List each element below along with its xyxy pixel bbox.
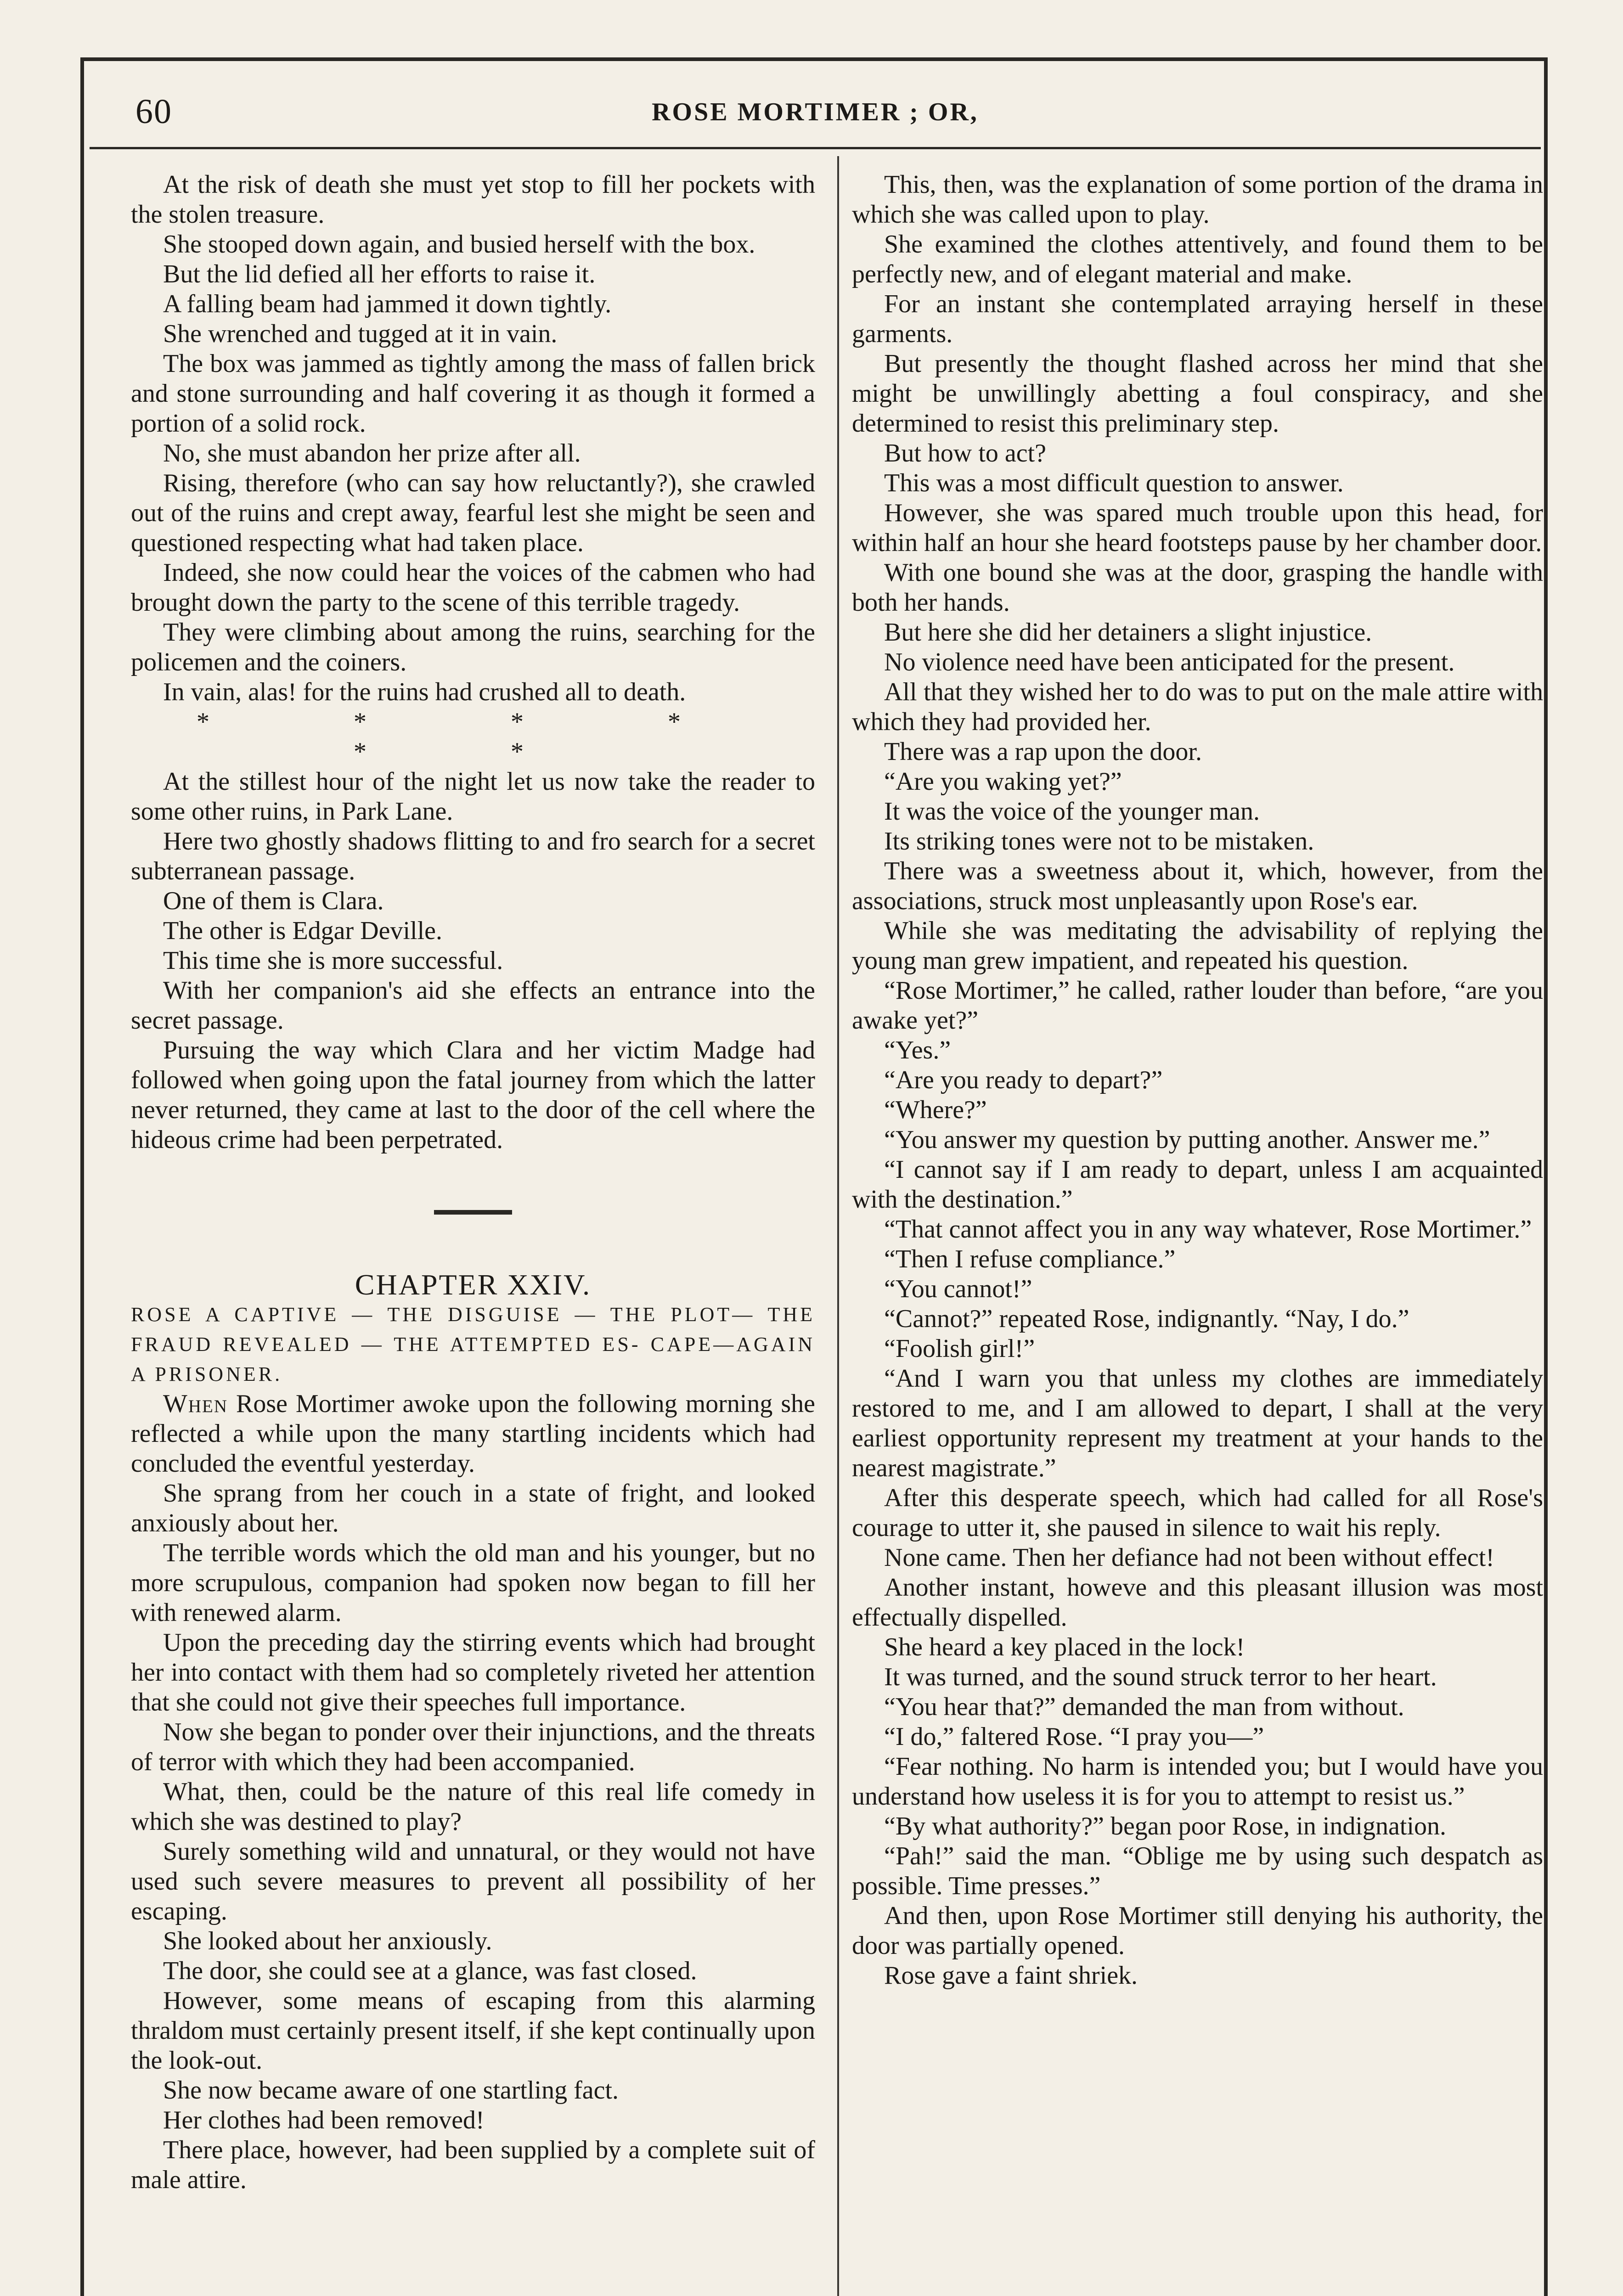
paragraph: For an instant she contemplated arraying herself in these garments. [852, 290, 1543, 348]
paragraph: There was a rap upon the door. [884, 737, 1202, 766]
left-paragraphs-b [131, 767, 815, 1155]
paragraph: With her companion's aid she effects an entrance into the secret passage. [131, 976, 815, 1035]
paragraph: It was turned, and the sound struck terror to her heart. [884, 1663, 1437, 1691]
chapter-title: CHAPTER XXIV. [355, 1268, 592, 1301]
paragraph: There place, however, had been supplied by a complete suit of male attire. [131, 2136, 815, 2194]
paragraph: “Foolish girl!” [884, 1334, 1035, 1363]
paragraph: But presently the thought flashed across her mind that she might be unwillingly abetting a foul conspiracy, and she determined to resist this preliminary step. [852, 349, 1543, 438]
paragraph: “And I warn you that unless my clothes are immediately restored to me, and I am allowed to depart, I shall at the very earliest opportunity represent my treatment at your hands to the nearest magistrate.” [852, 1364, 1543, 1482]
paragraph: “You cannot!” [884, 1275, 1032, 1303]
paragraph: What, then, could be the nature of this real life comedy in which she was destined to play? [131, 1778, 815, 1836]
paragraph: At the stillest hour of the night let us now take the reader to some other ruins, in Park Lane. [131, 767, 815, 826]
paragraph: “That cannot affect you in any way whatever, Rose Mortimer.” [884, 1215, 1532, 1244]
left-paragraphs-a [131, 170, 815, 707]
paragraph: She looked about her anxiously. [163, 1927, 492, 1955]
opening-word: When [163, 1390, 228, 1418]
paragraph: Pursuing the way which Clara and her victim Madge had followed when going upon the fatal journey from which the latter never returned, they came at last to the door of the cell where the hideous crime had been perpetrated. [131, 1036, 815, 1154]
paragraph: In vain, alas! for the ruins had crushed all to death. [163, 678, 686, 706]
page-header [90, 83, 1541, 138]
paragraph: However, some means of escaping from this alarming thraldom must certainly present itself, if she kept continually upon the look-out. [131, 1986, 815, 2075]
paragraph: Rising, therefore (who can say how reluctantly?), she crawled out of the ruins and crept away, fearful lest she might be seen and questioned respecting what had taken place. [131, 469, 815, 557]
header-rule [90, 147, 1541, 149]
paragraph: The terrible words which the old man and his younger, but no more scrupulous, companion had spoken now began to fill her with renewed alarm. [131, 1539, 815, 1627]
paragraph: Its striking tones were not to be mistaken. [884, 827, 1314, 855]
paragraph: Indeed, she now could hear the voices of the cabmen who had brought down the party to the scene of this terrible tragedy. [131, 558, 815, 617]
paragraph: “Rose Mortimer,” he called, rather louder than before, “are you awake yet?” [852, 976, 1543, 1035]
paragraph: But the lid defied all her efforts to raise it. [163, 260, 596, 288]
paragraph: She wrenched and tugged at it in vain. [163, 320, 558, 348]
paragraph: “Pah!” said the man. “Oblige me by using such despatch as possible. Time presses.” [852, 1842, 1543, 1900]
paragraph: One of them is Clara. [163, 887, 384, 915]
paragraph: No, she must abandon her prize after all. [163, 439, 581, 467]
opening-text: Rose Mortimer awoke upon the following morning she reflected a while upon the many startling incidents which had concluded the eventful yesterday. [131, 1390, 815, 1478]
paragraph: There was a sweetness about it, which, however, from the associations, struck most unpleasantly upon Rose's ear. [852, 857, 1543, 915]
paragraph: “Cannot?” repeated Rose, indignantly. “Nay, I do.” [884, 1305, 1409, 1333]
paragraph: Now she began to ponder over their injunctions, and the threats of terror with which they had been accompanied. [131, 1718, 815, 1776]
paragraph: “Are you ready to depart?” [884, 1066, 1163, 1094]
paragraph: “I cannot say if I am ready to depart, unless I am acquainted with the destination.” [852, 1155, 1543, 1214]
paragraph: Another instant, howeve and this pleasant illusion was most effectually dispelled. [852, 1573, 1543, 1632]
paragraph: At the risk of death she must yet stop to fill her pockets with the stolen treasure. [131, 170, 815, 229]
paragraph: But how to act? [884, 439, 1047, 467]
chapter-opening-paragraph [131, 1389, 815, 1479]
paragraph: This time she is more successful. [163, 946, 503, 975]
running-title: ROSE MORTIMER ; OR, [652, 98, 979, 126]
paragraph: “Then I refuse compliance.” [884, 1245, 1176, 1273]
paragraph: “I do,” faltered Rose. “I pray you—” [884, 1722, 1264, 1751]
paragraph: They were climbing about among the ruins, searching for the policemen and the coiners. [131, 618, 815, 676]
paragraph: The door, she could see at a glance, was fast closed. [163, 1957, 697, 1985]
paragraph: She now became aware of one startling fact. [163, 2076, 619, 2105]
paragraph: No violence need have been anticipated for the present. [884, 648, 1455, 676]
paragraph: “Are you waking yet?” [884, 767, 1122, 796]
paragraph: She sprang from her couch in a state of fright, and looked anxiously about her. [131, 1479, 815, 1537]
right-paragraphs [852, 170, 1543, 1991]
paragraph: This was a most difficult question to answer. [884, 469, 1344, 497]
paragraph: “Fear nothing. No harm is intended you; but I would have you understand how useless it is for you to attempt to resist us.” [852, 1752, 1543, 1811]
paragraph: None came. Then her defiance had not been without effect! [884, 1543, 1494, 1572]
section-break-stars: * * * * * * [197, 708, 750, 766]
right-column [852, 170, 1543, 1991]
paragraph: “Where?” [884, 1096, 987, 1124]
paragraph: A falling beam had jammed it down tightly. [163, 290, 612, 318]
paragraph: Surely something wild and unnatural, or they would not have used such severe measures to prevent all possibility of her escaping. [131, 1837, 815, 1925]
paragraph: But here she did her detainers a slight injustice. [884, 618, 1372, 647]
paragraph: And then, upon Rose Mortimer still denying his authority, the door was partially opened. [852, 1902, 1543, 1960]
paragraph: After this desperate speech, which had called for all Rose's courage to utter it, she paused in silence to wait his reply. [852, 1484, 1543, 1542]
paragraph: However, she was spared much trouble upon this head, for within half an hour she heard footsteps pause by her chamber door. [852, 499, 1543, 557]
left-paragraphs-c [131, 1479, 815, 2195]
paragraph: The other is Edgar Deville. [163, 917, 443, 945]
paragraph: “You answer my question by putting another. Answer me.” [884, 1125, 1490, 1154]
paragraph: Here two ghostly shadows flitting to and fro search for a secret subterranean passage. [131, 827, 815, 885]
paragraph: Upon the preceding day the stirring events which had brought her into contact with them had so completely riveted her attention that she could not give their speeches full importance. [131, 1628, 815, 1716]
paragraph: “You hear that?” demanded the man from without. [884, 1693, 1404, 1721]
paragraph: She stooped down again, and busied herself with the box. [163, 230, 755, 259]
paragraph: All that they wished her to do was to put on the male attire with which they had provided her. [852, 678, 1543, 736]
chapter-rule [434, 1210, 512, 1215]
paragraph: While she was meditating the advisability of replying the young man grew impatient, and repeated his question. [852, 917, 1543, 975]
paragraph: The box was jammed as tightly among the mass of fallen brick and stone surrounding and half covering it as though it formed a portion of a solid rock. [131, 349, 815, 438]
paragraph: It was the voice of the younger man. [884, 797, 1260, 826]
paragraph: This, then, was the explanation of some portion of the drama in which she was called upon to play. [852, 170, 1543, 229]
left-column [131, 170, 815, 2195]
paragraph: She examined the clothes attentively, and found them to be perfectly new, and of elegant material and make. [852, 230, 1543, 288]
paragraph: She heard a key placed in the lock! [884, 1633, 1245, 1661]
paragraph: “By what authority?” began poor Rose, in indignation. [884, 1812, 1446, 1840]
page-number: 60 [135, 92, 172, 131]
paragraph: Rose gave a faint shriek. [884, 1961, 1138, 1990]
chapter-summary: ROSE A CAPTIVE — THE DISGUISE — THE PLOT— THE FRAUD REVEALED — THE ATTEMPTED ES- CAPE—AGAIN A PRISONER. [131, 1303, 815, 1385]
column-divider [837, 156, 839, 2296]
paragraph: With one bound she was at the door, grasping the handle with both her hands. [852, 558, 1543, 617]
paragraph: Her clothes had been removed! [163, 2106, 485, 2134]
paragraph: “Yes.” [884, 1036, 951, 1064]
